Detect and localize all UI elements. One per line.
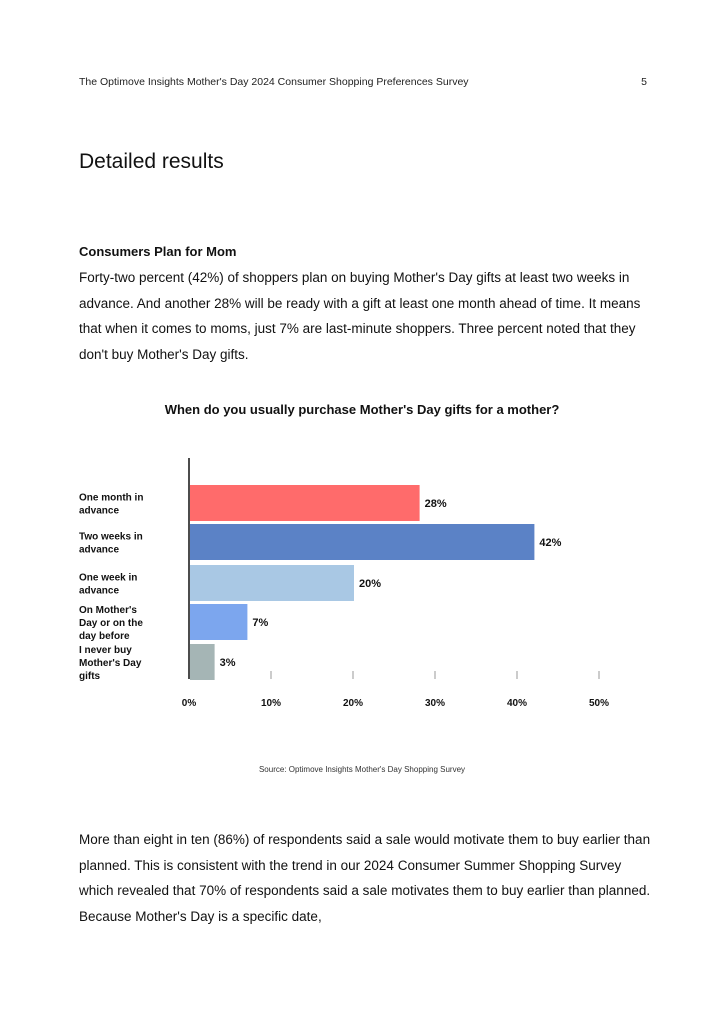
section-title: Detailed results bbox=[79, 150, 224, 173]
chart-bar bbox=[190, 604, 247, 640]
page-number: 5 bbox=[641, 76, 647, 88]
chart-x-tick-label: 40% bbox=[506, 698, 528, 709]
chart-bar bbox=[190, 524, 534, 560]
chart-category-label: One month in advance bbox=[79, 492, 144, 517]
chart-value-label: 7% bbox=[252, 617, 269, 629]
bar-chart bbox=[60, 440, 640, 740]
chart-category-label: On Mother's Day or on the day before bbox=[79, 605, 143, 642]
chart-x-tick-label: 20% bbox=[342, 698, 364, 709]
chart-x-tick-label: 50% bbox=[588, 698, 610, 709]
chart-bar bbox=[190, 565, 354, 601]
subheading: Consumers Plan for Mom bbox=[79, 244, 237, 259]
chart-category-label: Two weeks in advance bbox=[79, 531, 143, 556]
chart-value-label: 3% bbox=[219, 657, 236, 669]
followup-paragraph: More than eight in ten (86%) of respondents said a sale would motivate them to buy earlier than planned. This is consistent with the trend in our 2024 Consumer Summer Shopping Survey which revealed that 70% of respondents said a sale motivates them to buy earlier than planned. Because Mother's Day is a specific date, bbox=[79, 832, 651, 924]
chart-source: Source: Optimove Insights Mother's Day Shopping Survey bbox=[258, 765, 466, 774]
chart-bar bbox=[190, 485, 420, 521]
chart-bar bbox=[190, 644, 215, 680]
chart-value-label: 42% bbox=[539, 537, 562, 549]
chart-value-label: 28% bbox=[424, 498, 447, 510]
intro-paragraph: Forty-two percent (42%) of shoppers plan on buying Mother's Day gifts at least two weeks in advance. And another 28% will be ready with a gift at least one month ahead of time. It means that when it comes to moms, just 7% are last-minute shoppers. Three percent noted that they don't buy Mother's Day gifts. bbox=[79, 270, 641, 362]
page-header bbox=[79, 76, 647, 88]
chart-x-tick-label: 10% bbox=[260, 698, 282, 709]
header-title: The Optimove Insights Mother's Day 2024 Consumer Shopping Preferences Survey bbox=[79, 76, 469, 88]
chart-x-tick-label: 0% bbox=[181, 698, 197, 709]
chart-x-tick-label: 30% bbox=[424, 698, 446, 709]
chart-category-label: I never buy Mother's Day gifts bbox=[79, 645, 142, 682]
chart-value-label: 20% bbox=[359, 578, 382, 590]
chart-category-label: One week in advance bbox=[79, 572, 138, 597]
chart-title: When do you usually purchase Mother's Day gifts for a mother? bbox=[164, 402, 560, 417]
